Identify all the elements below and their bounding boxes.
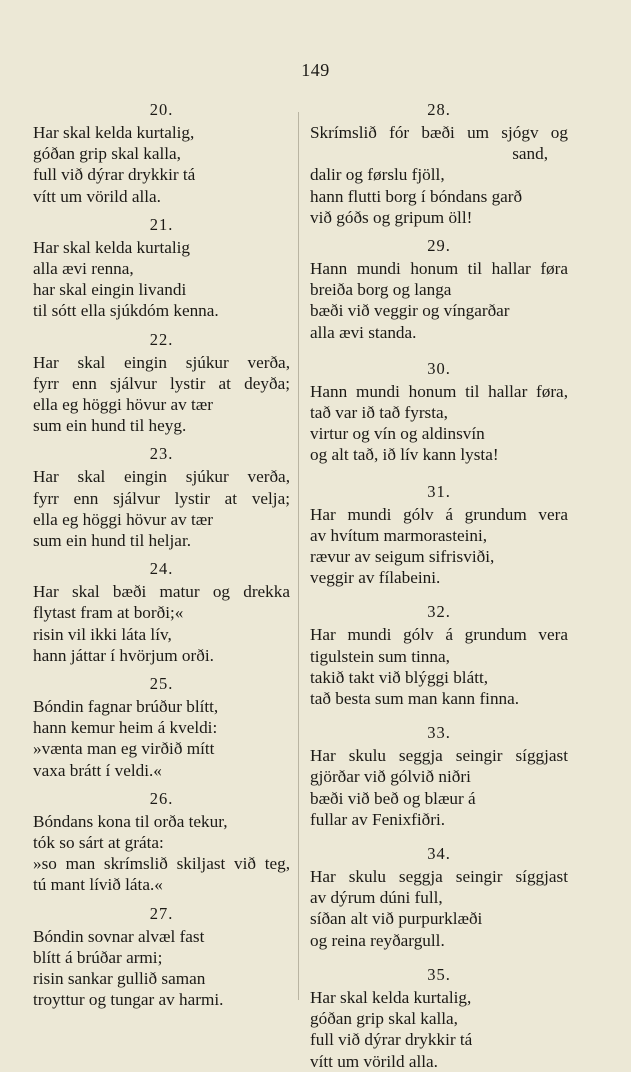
verse-line: virtur og vín og aldinsvín	[310, 424, 485, 444]
stanza-number: 30.	[427, 358, 451, 378]
page-number: 149	[301, 60, 330, 80]
verse-line: vaxa brátt í veldi.«	[33, 760, 162, 780]
verse-line: Hann mundi honum til hallar føra,	[310, 381, 568, 401]
verse-line: síðan alt við purpurklæði	[310, 909, 483, 929]
verse-line: tigulstein sum tinna,	[310, 646, 450, 666]
verse-line: av hvítum marmorasteini,	[310, 525, 488, 545]
verse-line: Bóndin fagnar brúður blítt,	[33, 697, 219, 717]
stanza	[33, 98, 290, 207]
stanza	[33, 328, 290, 437]
stanza-number: 22.	[149, 329, 174, 349]
verse-line: til sótt ella sjúkdóm kenna.	[33, 301, 219, 321]
verse-line: takið takt við blýggi blátt,	[310, 667, 489, 687]
verse-line: hann kemur heim á kveldi:	[33, 718, 218, 738]
verse-line: vítt um vörild alla.	[310, 1051, 438, 1071]
stanza	[33, 787, 290, 896]
verse-line: vítt um vörild alla.	[33, 186, 161, 206]
stanza-number: 33.	[427, 723, 451, 743]
verse-line: ella eg höggi hövur av tær	[33, 395, 213, 415]
stanza	[310, 98, 568, 228]
verse-line: har skal eingin livandi	[33, 280, 187, 300]
verse-line: Har skal eingin sjúkur verða,	[33, 352, 290, 372]
verse-line: Hann mundi honum til hallar føra	[310, 259, 568, 279]
stanza-number: 20.	[149, 100, 174, 119]
stanza	[33, 557, 290, 666]
verse-line: sum ein hund til heyg.	[33, 416, 187, 436]
verse-line: Har skal kelda kurtalig	[33, 237, 191, 257]
verse-line: breiða borg og langa	[310, 280, 452, 300]
verse-line: full við dýrar drykkir tá	[310, 1030, 473, 1050]
stanza-number: 35.	[427, 964, 451, 984]
verse-line: og reina reyðargull.	[310, 930, 445, 950]
stanza-number: 32.	[427, 602, 451, 622]
verse-line: tú mant lívið láta.«	[33, 875, 163, 895]
verse-line: fyrr enn sjálvur lystir at deyða;	[33, 373, 290, 393]
column-divider	[298, 112, 299, 1000]
verse-line: blítt á brúðar armi;	[33, 947, 163, 967]
stanza	[310, 721, 568, 830]
stanza-number: 21.	[149, 214, 174, 234]
verse-line: rævur av seigum sifrisviði,	[310, 547, 495, 567]
verse-line: flytast fram at borði;«	[33, 603, 184, 623]
verse-line: Har mundi gólv á grundum vera	[310, 504, 568, 524]
verse-line: tók so sárt at gráta:	[33, 833, 164, 853]
stanza	[310, 842, 568, 951]
verse-line: Har skulu seggja seingir síggjast	[310, 867, 568, 887]
verse-line: Har mundi gólv á grundum vera	[310, 625, 568, 645]
verse-line: ella eg höggi hövur av tær	[33, 509, 213, 529]
verse-line: tað var ið tað fyrsta,	[310, 403, 448, 423]
verse-line: tað besta sum man kann finna.	[310, 689, 520, 709]
stanza-number: 24.	[149, 559, 174, 579]
verse-line: Har skal kelda kurtalig,	[33, 123, 195, 142]
verse-line: Bóndin sovnar alvæl fast	[33, 926, 205, 946]
verse-line: Har skal kelda kurtalig,	[310, 987, 472, 1007]
stanza-number: 29.	[427, 236, 451, 256]
verse-line: Har skal bæði matur og drekka	[33, 582, 290, 602]
stanza-number: 27.	[149, 903, 174, 923]
stanza	[310, 357, 568, 466]
verse-line: góðan grip skal kalla,	[310, 1009, 458, 1029]
verse-line: alla ævi standa.	[310, 322, 417, 342]
verse-line: risin vil ikki láta lív,	[33, 624, 172, 644]
verse-line: sand,	[512, 144, 548, 164]
verse-line: bæði við veggir og víngarðar	[310, 301, 510, 321]
verse-line: fullar av Fenixfiðri.	[310, 809, 446, 829]
stanza	[33, 672, 290, 781]
verse-line: dalir og førslu fjöll,	[310, 165, 445, 185]
verse-line: hann játtar í hvörjum orði.	[33, 645, 214, 665]
stanza-number: 23.	[149, 444, 174, 464]
verse-line: Skrímslið fór bæði um sjógv og	[310, 123, 568, 142]
verse-line: risin sankar gullið saman	[33, 969, 206, 989]
verse-line: fyrr enn sjálvur lystir at velja;	[33, 488, 290, 508]
stanza-number: 28.	[427, 100, 451, 119]
verse-line: alla ævi renna,	[33, 259, 134, 279]
left-column	[33, 98, 290, 1011]
stanza-number: 31.	[427, 481, 451, 501]
verse-line: »vænta man eg virðið mítt	[33, 739, 215, 759]
stanza	[310, 600, 568, 709]
verse-line: Har skulu seggja seingir síggjast	[310, 746, 568, 766]
stanza-number: 26.	[149, 788, 174, 808]
verse-line: full við dýrar drykkir tá	[33, 165, 196, 185]
verse-line: góðan grip skal kalla,	[33, 144, 181, 164]
verse-line: sum ein hund til heljar.	[33, 531, 192, 551]
stanza-number: 34.	[427, 844, 451, 864]
stanza	[33, 213, 290, 322]
verse-line: og alt tað, ið lív kann lysta!	[310, 445, 499, 465]
verse-line: troyttur og tungar av harmi.	[33, 990, 224, 1010]
verse-line: Bóndans kona til orða tekur,	[33, 811, 228, 831]
stanza-number: 25.	[149, 674, 174, 694]
verse-line: veggir av fílabeini.	[310, 568, 441, 588]
stanza	[310, 963, 568, 1072]
verse-line: við góðs og gripum öll!	[310, 207, 473, 227]
verse-line: av dýrum dúni full,	[310, 888, 443, 908]
verse-line: bæði við beð og blæur á	[310, 788, 476, 808]
stanza	[33, 442, 290, 551]
verse-line: »so man skrímslið skiljast við teg,	[33, 854, 290, 874]
verse-line: gjörðar við gólvið niðri	[310, 767, 471, 787]
stanza	[310, 480, 568, 589]
stanza	[33, 902, 290, 1011]
right-column	[310, 98, 568, 1072]
verse-line: Har skal eingin sjúkur verða,	[33, 467, 290, 487]
stanza	[310, 234, 568, 343]
verse-line: hann flutti borg í bóndans garð	[310, 186, 523, 206]
